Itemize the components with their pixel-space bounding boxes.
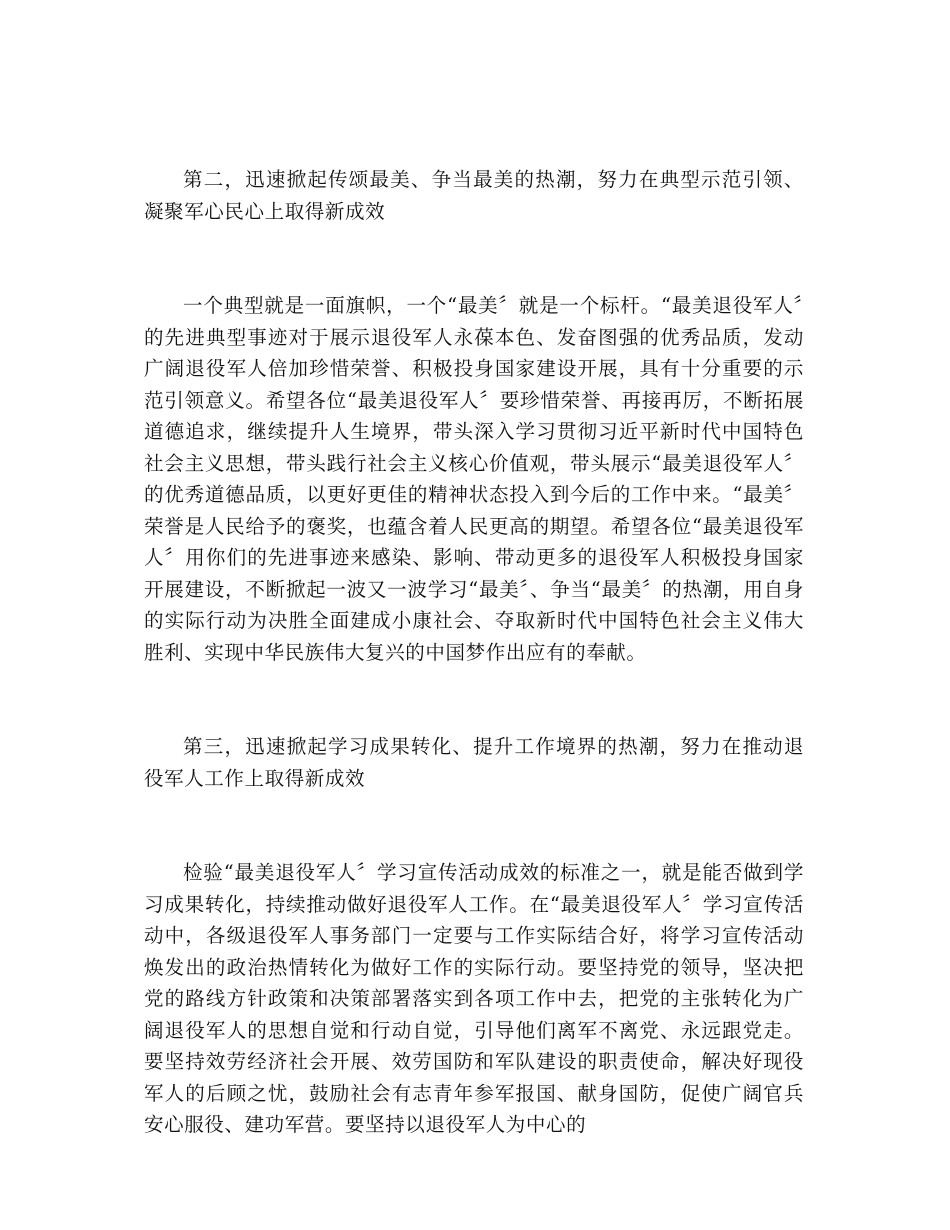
section-2-body: 一个典型就是一面旗帜，一个“最美〞就是一个标杆。“最美退役军人〞的先进典型事迹对于展示退役军人永葆本色、发奋图强的优秀品质，发动广阔退役军人倍加珍惜荣誉、积极投身国家建设开展，具有十分重要的示范引领意义。希望各位“最美退役军人〞要珍惜荣誉、再接再厉，不断拓展道德追求，继续提升人生境界，带头深入学习贯彻习近平新时代中国特色社会主义思想，带头践行社会主义核心价值观，带头展示“最美退役军人〞的优秀道德品质，以更好更佳的精神状态投入到今后的工作中来。“最美〞荣誉是人民给予的褒奖，也蕴含着人民更高的期望。希望各位“最美退役军人〞用你们的先进事迹来感染、影响、带动更多的退役军人积极投身国家开展建设，不断掀起一波又一波学习“最美〞、争当“最美〞的热潮，用自身的实际行动为决胜全面建成小康社会、夺取新时代中国特色社会主义伟大胜利、实现中华民族伟大复兴的中国梦作出应有的奉献。: [144, 294, 804, 664]
section-3-heading: 第三，迅速掀起学习成果转化、提升工作境界的热潮，努力在推动退役军人工作上取得新成效: [144, 735, 804, 790]
paragraph-gap: [144, 794, 804, 857]
section-3-body: 检验“最美退役军人〞学习宣传活动成效的标准之一，就是能否做到学习成果转化，持续推动做好退役军人工作。在“最美退役军人〞学习宣传活动中，各级退役军人事务部门一定要与工作实际结合好，将学习宣传活动焕发出的政治热情转化为做好工作的实际行动。要坚持党的领导，坚决把党的路线方针政策和决策部署落实到各项工作中去，把党的主张转化为广阔退役军人的思想自觉和行动自觉，引导他们离军不离党、永远跟党走。要坚持效劳经济社会开展、效劳国防和军队建设的职责使命，解决好现役军人的后顾之忧，鼓励社会有志青年参军报国、献身国防，促使广阔官兵安心服役、建功军营。要坚持以退役军人为中心的: [144, 861, 804, 1136]
paragraph-gap: [144, 227, 804, 290]
paragraph-gap: [144, 668, 804, 731]
document-body: [144, 164, 804, 1141]
section-2-heading: 第二，迅速掀起传颂最美、争当最美的热潮，努力在典型示范引领、凝聚军心民心上取得新成效: [144, 168, 804, 223]
